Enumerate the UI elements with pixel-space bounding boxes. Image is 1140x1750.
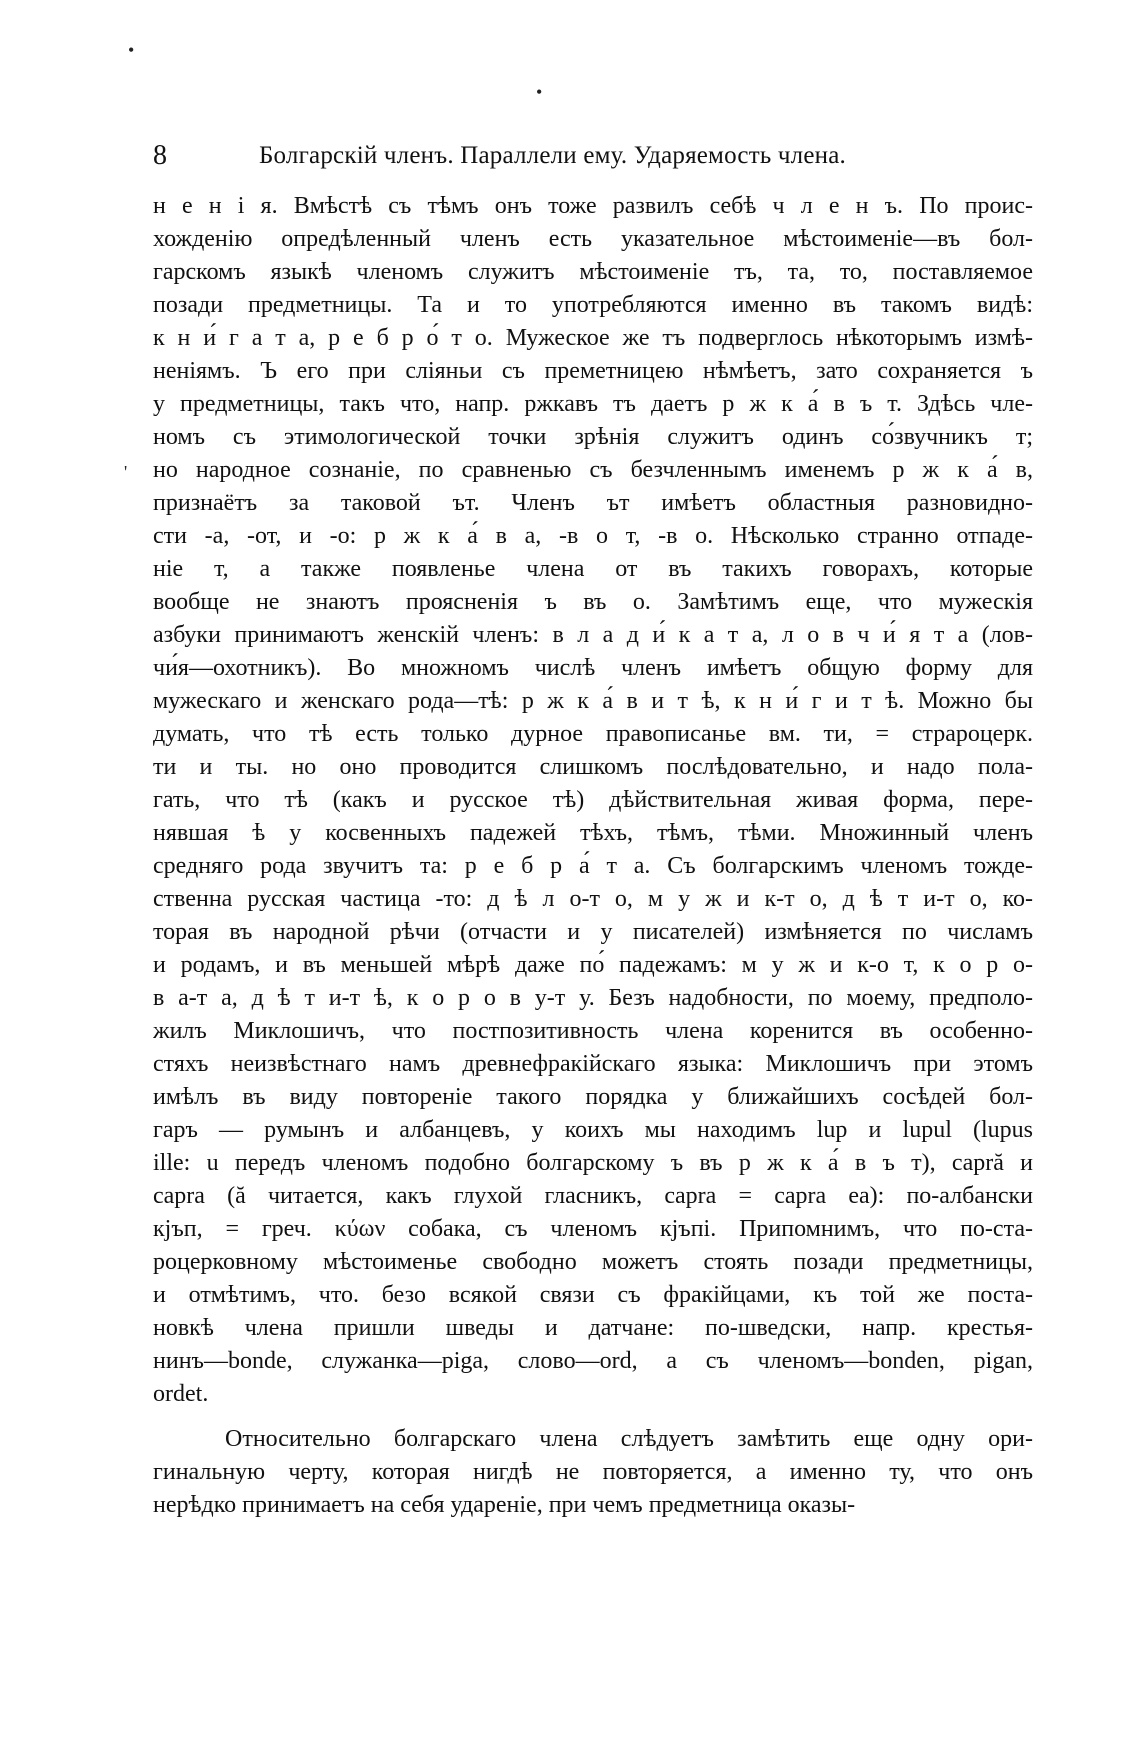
text-line: ственна русская частица -то: д ѣ л о-т о, м у ж и к-т о, д ѣ т и-т о, ко- [153, 886, 1033, 912]
text-line: нинъ—bonde, служанка—piga, слово—ord, а съ членомъ—bonden, pigan, [153, 1348, 1033, 1374]
text-line: новкѣ члена пришли шведы и датчане: по-шведски, напр. крестья- [153, 1315, 1033, 1341]
text-line: чи́я—охотникъ). Во множномъ числѣ членъ имѣетъ общую форму для [153, 655, 1033, 681]
text-line: торая въ народной рѣчи (отчасти и у писателей) измѣняется по числамъ [153, 919, 1033, 945]
text-line: хожденію опредѣленный членъ есть указательное мѣстоименіе—въ бол- [153, 226, 1033, 252]
text-line: и родамъ, и въ меньшей мѣрѣ даже по́ падежамъ: м у ж и к-о т, к о р о- [153, 952, 1033, 978]
text-line: стяхъ неизвѣстнаго намъ древнефракійскаго языка: Миклошичъ при этомъ [153, 1051, 1033, 1077]
text-line: сти -а, -от, и -о: р ж к а́ в а, -в о т, -в о. Нѣсколько странно отпаде- [153, 523, 1033, 549]
text-line: ти и ты. но оно проводится слишкомъ послѣдовательно, и надо пола- [153, 754, 1033, 780]
text-line: capra (ă читается, какъ глухой гласникъ, capra = capra ea): по-албански [153, 1183, 1033, 1209]
text-line: вообще не знаютъ проясненія ъ въ о. Замѣтимъ еще, что мужескія [153, 589, 1033, 615]
text-line: ille: u передъ членомъ подобно болгарскому ъ въ р ж к а́ в ъ т), capră и [153, 1150, 1033, 1176]
text-line: жилъ Миклошичъ, что постпозитивность члена коренится въ особенно- [153, 1018, 1033, 1044]
page-header [153, 140, 1033, 180]
running-title: Болгарскій членъ. Параллели ему. Ударяемость члена. [259, 142, 846, 169]
text-line: Относительно болгарскаго члена слѣдуетъ замѣтить еще одну ори- [225, 1426, 1033, 1452]
text-line: ніе т, а также появленье члена от въ такихъ говорахъ, которые [153, 556, 1033, 582]
text-line: гинальную черту, которая нигдѣ не повторяется, а именно ту, что онъ [153, 1459, 1033, 1485]
text-line: гарскомъ языкѣ членомъ служитъ мѣстоименіе тъ, та, то, поставляемое [153, 259, 1033, 285]
text-line: к н и́ г а т а, р е б р о́ т о. Мужеское же тъ подверглось нѣкоторымъ измѣ- [153, 325, 1033, 351]
paragraph [153, 190, 1033, 1411]
paragraph-gap [153, 1411, 1033, 1423]
text-line: азбуки принимаютъ женскій членъ: в л а д и́ к а т а, л о в ч и́ я т а (лов- [153, 622, 1033, 648]
text-line: и отмѣтимъ, что. безо всякой связи съ фракійцами, къ той же поста- [153, 1282, 1033, 1308]
paragraph [153, 1423, 1033, 1522]
text-line: в а-т а, д ѣ т и-т ѣ, к о р о в у-т у. Безъ надобности, по моему, предполо- [153, 985, 1033, 1011]
text-line: кјъп, = греч. κύων собака, съ членомъ кјъпі. Припомнимъ, что по-ста- [153, 1216, 1033, 1242]
body-text [153, 190, 1033, 1522]
text-line: гаръ — румынъ и албанцевъ, у коихъ мы находимъ lup и lupul (lupus [153, 1117, 1033, 1143]
text-line: н е н і я. Вмѣстѣ съ тѣмъ онъ тоже развилъ себѣ ч л е н ъ. По проис- [153, 193, 1033, 219]
text-line: позади предметницы. Та и то употребляются именно въ такомъ видѣ: [153, 292, 1033, 318]
text-line: нерѣдко принимаетъ на себя удареніе, при чемъ предметница оказы- [153, 1492, 856, 1518]
text-line: роцерковному мѣстоименье свободно можетъ стоять позади предметницы, [153, 1249, 1033, 1275]
print-speck-top-center: • [536, 82, 543, 102]
text-line: ordet. [153, 1381, 209, 1407]
text-line: гать, что тѣ (какъ и русское тѣ) дѣйствительная живая форма, пере- [153, 787, 1033, 813]
text-line: неніямъ. Ъ его при сліяньи съ преметницею нѣмѣетъ, зато сохраняется ъ [153, 358, 1033, 384]
text-line: мужескаго и женскаго рода—тѣ: р ж к а́ в и т ѣ, к н и́ г и т ѣ. Можно бы [153, 688, 1033, 714]
text-line: но народное сознаніе, по сравненью съ безчленнымъ именемъ р ж к а́ в, [153, 457, 1033, 483]
text-line: думать, что тѣ есть только дурное правописанье вм. ти, = страроцерк. [153, 721, 1033, 747]
text-line: средняго рода звучитъ та: р е б р а́ т а. Съ болгарскимъ членомъ тожде- [153, 853, 1033, 879]
print-speck-margin: ' [124, 462, 128, 482]
text-line: у предметницы, такъ что, напр. ржкавъ тъ даетъ р ж к а́ в ъ т. Здѣсь чле- [153, 391, 1033, 417]
print-speck-top-left: • [128, 40, 135, 60]
text-line: номъ съ этимологической точки зрѣнія служитъ одинъ со́звучникъ т; [153, 424, 1033, 450]
text-line: нявшая ѣ у косвенныхъ падежей тѣхъ, тѣмъ, тѣми. Множинный членъ [153, 820, 1033, 846]
text-line: признаётъ за таковой ът. Членъ ът имѣетъ областныя разновидно- [153, 490, 1033, 516]
page-number: 8 [153, 140, 167, 171]
text-line: имѣлъ въ виду повтореніе такого порядка у ближайшихъ сосѣдей бол- [153, 1084, 1033, 1110]
